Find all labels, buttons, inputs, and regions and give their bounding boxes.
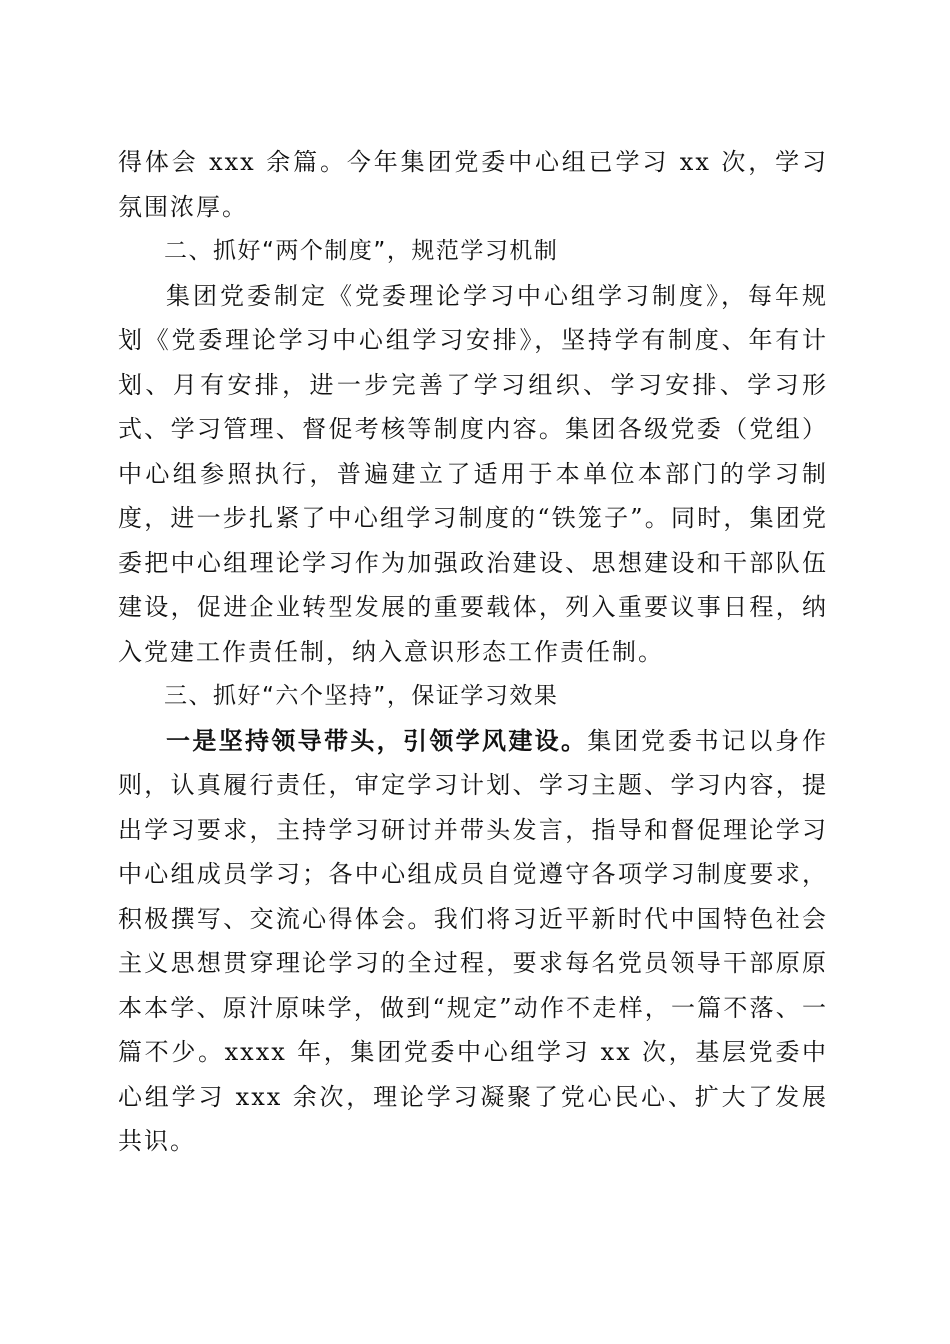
paragraph-body-text: 集团党委书记以身作则，认真履行责任，审定学习计划、学习主题、学习内容，提出学习要求，主持学习研讨并带头发言，指导和督促理论学习中心组成员学习；各中心组成员自觉遵守各项学习制度要求，积极撰写、交流心得体会。我们将习近平新时代中国特色社会主义思想贯穿理论学习的全过程，要求每名党员领导干部原原本本学、原汁原味学，做到“规定”动作不走样，一篇不落、一篇不少。xxxx 年，集团党委中心组学习 xx 次，基层党委中心组学习 xxx 余次，理论学习凝聚了党心民心、扩大了发展共识。: [118, 726, 829, 1155]
paragraph-lead-phrase: 一是坚持领导带头，引领学风建设。: [166, 726, 588, 755]
section-heading-three: 三、抓好“六个坚持”，保证学习效果: [164, 683, 559, 709]
section-heading-two: 二、抓好“两个制度”，规范学习机制: [164, 238, 559, 264]
paragraph-two-systems: 集团党委制定《党委理论学习中心组学习制度》，每年规划《党委理论学习中心组学习安排》，坚持学有制度、年有计划、月有安排，进一步完善了学习组织、学习安排、学习形式、学习管理、督促考核等制度内容。集团各级党委（党组）中心组参照执行，普遍建立了适用于本单位本部门的学习制度，进一步扎紧了中心组学习制度的“铁笼子”。同时，集团党委把中心组理论学习作为加强政治建设、思想建设和干部队伍建设，促进企业转型发展的重要载体，列入重要议事日程，纳入党建工作责任制，纳入意识形态工作责任制。: [118, 281, 828, 666]
paragraph-six-persistences: [118, 719, 828, 1164]
paragraph-continued: 得体会 xxx 余篇。今年集团党委中心组已学习 xx 次，学习氛围浓厚。: [118, 148, 828, 221]
document-body: [118, 140, 828, 1164]
